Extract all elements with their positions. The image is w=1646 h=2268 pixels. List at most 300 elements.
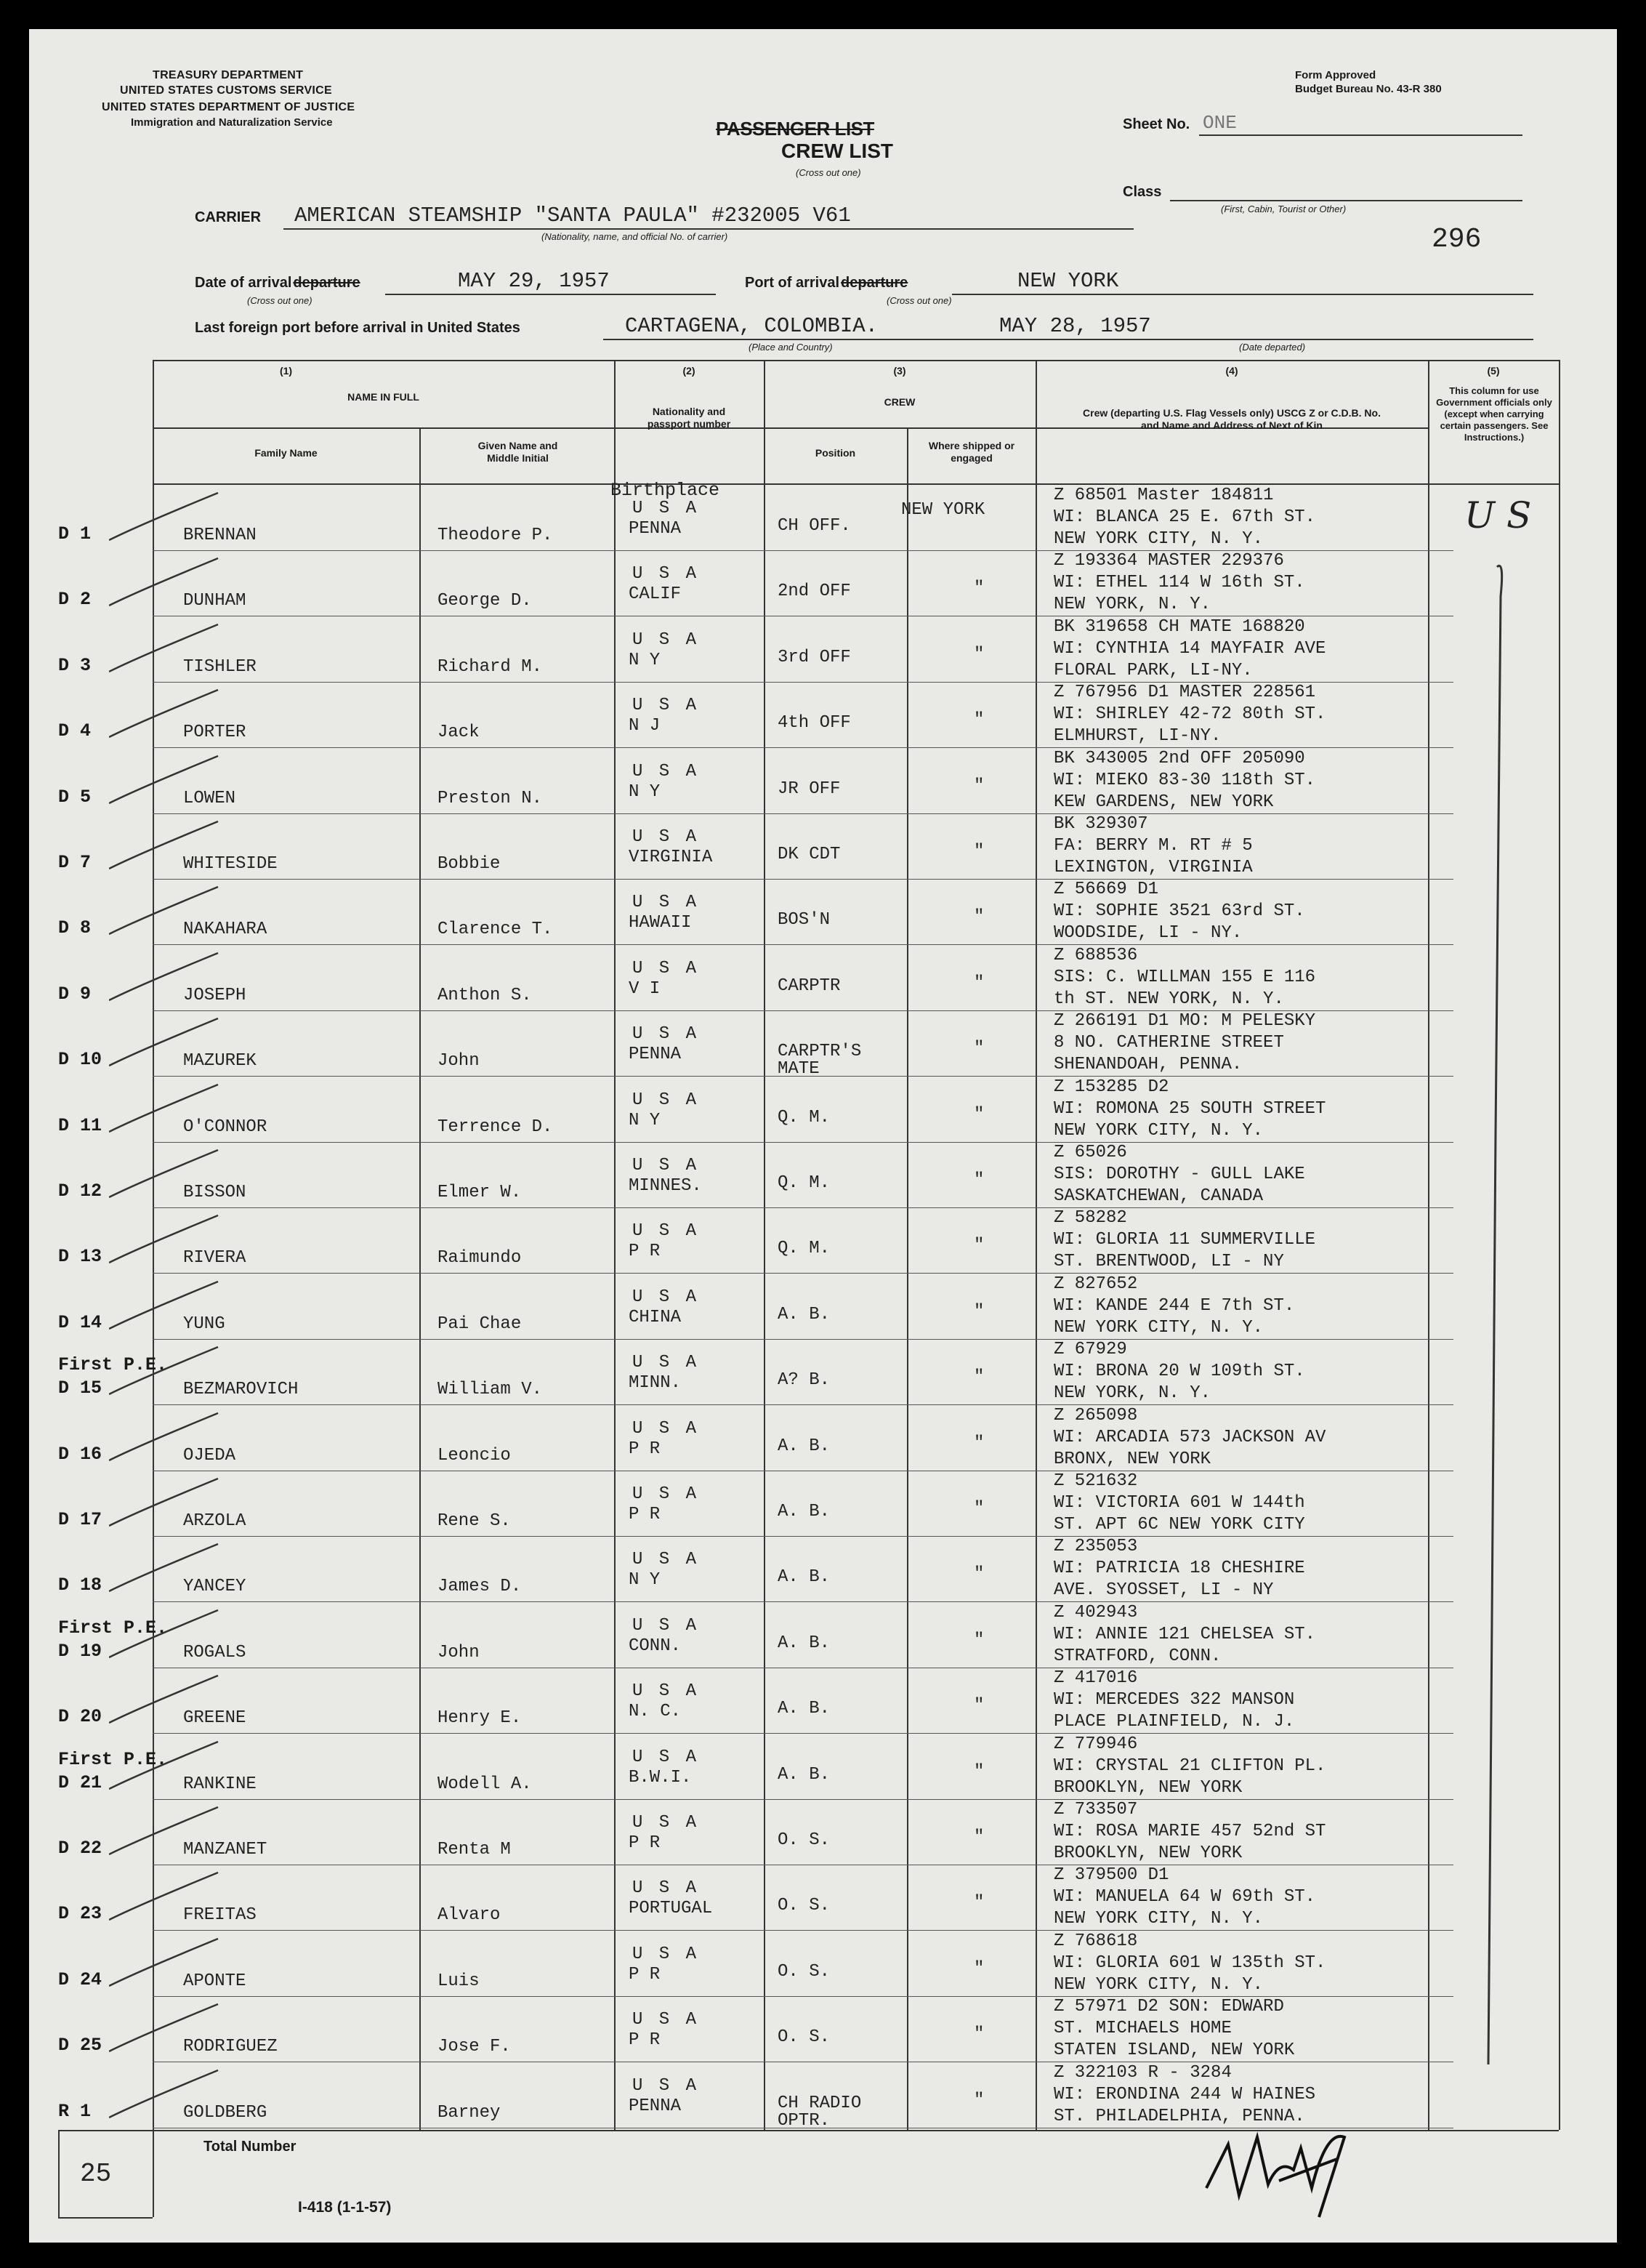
where-shipped: " (974, 579, 985, 599)
kin-line-1: Z 733507 (1054, 1800, 1138, 1819)
kin-line-3: ST. BRENTWOOD, LI - NY (1054, 1252, 1284, 1272)
row-mark: D 16 (58, 1443, 102, 1465)
kin-line-3: ELMHURST, LI-NY. (1054, 726, 1222, 747)
table-row (29, 1668, 1617, 1734)
kin-line-2: ST. MICHAELS HOME (1054, 2019, 1232, 2039)
birthplace: CHINA (629, 1307, 682, 1327)
position-2: OPTR. (778, 2110, 831, 2131)
position: A? B. (778, 1370, 831, 1391)
kin-line-3: NEW YORK, N. Y. (1054, 1383, 1211, 1404)
nationality: U S A (632, 1484, 700, 1504)
family-name: WHITESIDE (183, 854, 278, 874)
kin-line-3: NEW YORK, N. Y. (1054, 595, 1211, 615)
form-number: I-418 (1-1-57) (298, 2199, 392, 2216)
row-mark: D 23 (58, 1903, 102, 1925)
check-mark-icon (109, 880, 225, 945)
kin-line-3: BRONX, NEW YORK (1054, 1449, 1211, 1469)
class-caption: (First, Cabin, Tourist or Other) (1221, 204, 1347, 214)
check-mark-icon (109, 683, 225, 748)
kin-line-2: SIS: C. WILLMAN 155 E 116 (1054, 967, 1316, 987)
row-mark: D 21 (58, 1772, 102, 1793)
given-name: Rene S. (437, 1511, 511, 1531)
kin-line-3: PLACE PLAINFIELD, N. J. (1054, 1712, 1295, 1732)
crew-list-title: CREW LIST (781, 140, 893, 162)
table-row (29, 1274, 1617, 1340)
last-port-caption: (Place and Country) (749, 342, 833, 353)
nationality: U S A (632, 1550, 700, 1570)
position: JR OFF (778, 779, 841, 799)
check-mark-icon (109, 749, 225, 814)
nationality: U S A (632, 564, 700, 584)
port-caption: (Cross out one) (887, 295, 952, 306)
birthplace: CALIF (629, 584, 682, 605)
nationality: U S A (632, 1681, 700, 1702)
col1-number: (1) (279, 365, 293, 377)
position: A. B. (778, 1764, 831, 1785)
kin-line-2: WI: PATRICIA 18 CHESHIRE (1054, 1559, 1305, 1579)
table-row (29, 1143, 1617, 1208)
kin-line-1: Z 67929 (1054, 1340, 1127, 1360)
birthplace: P R (629, 1505, 661, 1524)
where-shipped: " (974, 1958, 985, 1979)
kin-line-3: th ST. NEW YORK, N. Y. (1054, 989, 1284, 1009)
position: A. B. (778, 1304, 831, 1324)
nationality: U S A (632, 1747, 700, 1767)
kin-line-1: Z 235053 (1054, 1537, 1138, 1557)
kin-line-2: SIS: DOROTHY - GULL LAKE (1054, 1165, 1305, 1184)
given-name: Elmer W. (437, 1183, 522, 1202)
kin-line-1: Z 193364 MASTER 229376 (1054, 551, 1284, 571)
family-name: FREITAS (183, 1905, 257, 1926)
kin-line-1: BK 329307 (1054, 814, 1148, 834)
given-name: Jose F. (437, 2037, 511, 2057)
kin-line-1: Z 379500 D1 (1054, 1865, 1169, 1886)
birthplace: VIRGINIA (629, 848, 713, 867)
given-name: Anthon S. (437, 985, 532, 1005)
carrier-label: CARRIER (195, 209, 262, 225)
position: A. B. (778, 1436, 831, 1456)
position: A. B. (778, 1699, 831, 1719)
given-name: John (437, 1642, 480, 1662)
row-mark: D 9 (58, 983, 92, 1005)
kin-line-1: Z 56669 D1 (1054, 880, 1159, 900)
row-mark: D 12 (58, 1181, 102, 1202)
kin-line-2: WI: CYNTHIA 14 MAYFAIR AVE (1054, 638, 1326, 659)
row-mark: D 4 (58, 720, 92, 742)
where-shipped: " (974, 1367, 985, 1388)
position: 3rd OFF (778, 647, 851, 667)
col-family-name: Family Name (254, 447, 318, 459)
table-row (29, 551, 1617, 616)
birthplace: B.W.I. (629, 1767, 692, 1788)
col2-number: (2) (682, 365, 695, 377)
table-row (29, 814, 1617, 880)
table-row (29, 1208, 1617, 1274)
where-shipped: " (974, 1039, 985, 1059)
kin-line-2: WI: KANDE 244 E 7th ST. (1054, 1295, 1295, 1316)
kin-line-2: WI: MIEKO 83-30 118th ST. (1054, 770, 1316, 790)
where-shipped: " (974, 973, 985, 993)
table-row (29, 880, 1617, 945)
nationality: U S A (632, 1090, 700, 1110)
col-position: Position (815, 447, 856, 459)
given-name: Barney (437, 2102, 501, 2123)
crew-list-sheet (29, 29, 1617, 2243)
kin-line-3: SASKATCHEWAN, CANADA (1054, 1186, 1264, 1206)
family-name: ROGALS (183, 1642, 246, 1662)
given-name: Theodore P. (437, 526, 553, 545)
kin-line-1: Z 417016 (1054, 1668, 1138, 1689)
check-mark-icon (109, 1208, 225, 1274)
kin-line-2: WI: ETHEL 114 W 16th ST. (1054, 573, 1305, 593)
table-row (29, 1077, 1617, 1143)
position: BOS'N (778, 910, 831, 930)
position: O. S. (778, 1961, 831, 1982)
nationality: U S A (632, 696, 700, 716)
check-mark-icon (109, 1143, 225, 1208)
where-shipped: " (974, 1499, 985, 1519)
where-shipped: NEW YORK (901, 500, 985, 520)
birthplace: P R (629, 1242, 661, 1262)
check-mark-icon (109, 1603, 225, 1668)
position: O. S. (778, 1830, 831, 1850)
family-name: GREENE (183, 1708, 246, 1729)
table-row (29, 1537, 1617, 1602)
kin-line-3: NEW YORK CITY, N. Y. (1054, 1317, 1264, 1338)
given-name: Luis (437, 1971, 480, 1991)
position: 4th OFF (778, 713, 851, 733)
family-name: APONTE (183, 1971, 246, 1991)
where-shipped: " (974, 710, 985, 731)
port-of-arrival-label: Port of arrival departure (745, 275, 908, 291)
given-name: William V. (437, 1380, 543, 1400)
row-note: First P.E. (58, 1617, 168, 1638)
row-mark: D 7 (58, 852, 92, 873)
kin-line-1: Z 768618 (1054, 1931, 1138, 1951)
kin-line-1: Z 827652 (1054, 1274, 1138, 1294)
position: A. B. (778, 1633, 831, 1653)
family-name: RIVERA (183, 1248, 246, 1268)
kin-line-3: SHENANDOAH, PENNA. (1054, 1055, 1243, 1075)
kin-line-2: WI: MERCEDES 322 MANSON (1054, 1690, 1295, 1710)
family-name: TISHLER (183, 656, 257, 677)
nationality: U S A (632, 1221, 700, 1242)
birthplace: P R (629, 1439, 661, 1459)
where-shipped: " (974, 1893, 985, 1913)
check-mark-icon (109, 814, 225, 880)
position: CH RADIO (778, 2093, 862, 2113)
family-name: RANKINE (183, 1774, 257, 1794)
family-name: MAZUREK (183, 1051, 257, 1071)
position: A. B. (778, 1502, 831, 1521)
col-given-name: Given Name and Middle Initial (477, 440, 558, 464)
kin-line-3: NEW YORK CITY, N. Y. (1054, 1974, 1264, 1995)
row-mark: D 3 (58, 654, 92, 676)
kin-line-3: ST. APT 6C NEW YORK CITY (1054, 1515, 1305, 1535)
kin-line-3: KEW GARDENS, NEW YORK (1054, 792, 1274, 812)
date-caption: (Cross out one) (247, 295, 312, 306)
row-mark: D 2 (58, 589, 92, 611)
kin-line-2: WI: ERONDINA 244 W HAINES (1054, 2084, 1316, 2104)
kin-line-3: BROOKLYN, NEW YORK (1054, 1843, 1243, 1863)
table-row (29, 1931, 1617, 1997)
birthplace: N Y (629, 650, 661, 670)
table-row (29, 1603, 1617, 1668)
position: O. S. (778, 1896, 831, 1916)
family-name: O'CONNOR (183, 1117, 267, 1137)
nationality: U S A (632, 630, 700, 650)
where-shipped: " (974, 776, 985, 796)
where-shipped: " (974, 1433, 985, 1453)
check-mark-icon (109, 1340, 225, 1405)
position-2: MATE (778, 1059, 820, 1079)
row-mark: D 20 (58, 1706, 102, 1728)
date-of-arrival-value: MAY 29, 1957 (458, 269, 610, 293)
row-mark: D 15 (58, 1378, 102, 1399)
col4-title: Crew (departing U.S. Flag Vessels only) USCG Z or C.D.B. No. and Name and Address of Next of Kin (1083, 407, 1381, 431)
kin-line-2: WI: CRYSTAL 21 CLIFTON PL. (1054, 1756, 1326, 1776)
table-row (29, 486, 1617, 551)
kin-line-1: Z 265098 (1054, 1405, 1138, 1425)
row-mark: D 25 (58, 2035, 102, 2056)
table-row (29, 1800, 1617, 1865)
birthplace: CONN. (629, 1636, 682, 1656)
kin-line-2: WI: ANNIE 121 CHELSEA ST. (1054, 1624, 1316, 1644)
family-name: NAKAHARA (183, 920, 267, 940)
given-name: Henry E. (437, 1708, 522, 1729)
kin-line-2: WI: GLORIA 11 SUMMERVILLE (1054, 1230, 1316, 1250)
where-shipped: " (974, 1564, 985, 1585)
kin-line-1: Z 65026 (1054, 1143, 1127, 1162)
family-name: GOLDBERG (183, 2102, 267, 2123)
position: A. B. (778, 1567, 831, 1588)
kin-line-3: WOODSIDE, LI - NY. (1054, 923, 1243, 944)
check-mark-icon (109, 946, 225, 1011)
nationality: U S A (632, 1418, 700, 1439)
kin-line-3: NEW YORK CITY, N. Y. (1054, 1909, 1264, 1929)
birthplace: PENNA (629, 519, 682, 539)
family-name: RODRIGUEZ (183, 2037, 278, 2057)
table-row (29, 1471, 1617, 1537)
family-name: YANCEY (183, 1577, 246, 1597)
family-name: MANZANET (183, 1840, 267, 1859)
row-mark: D 11 (58, 1114, 102, 1136)
kin-line-2: WI: SHIRLEY 42-72 80th ST. (1054, 704, 1326, 725)
given-name: Clarence T. (437, 920, 553, 940)
kin-line-3: STRATFORD, CONN. (1054, 1646, 1222, 1666)
col5-handwritten-mark: U S (1464, 494, 1532, 536)
nationality: U S A (632, 1353, 700, 1373)
kin-line-1: Z 57971 D2 SON: EDWARD (1054, 1997, 1284, 2017)
where-shipped: " (974, 1104, 985, 1125)
col1-title: NAME IN FULL (347, 391, 419, 403)
birthplace: N J (629, 716, 661, 736)
where-shipped: " (974, 644, 985, 664)
birthplace: N. C. (629, 1702, 682, 1722)
birthplace: MINN. (629, 1373, 682, 1394)
nationality: U S A (632, 1024, 700, 1045)
position: DK CDT (778, 845, 841, 864)
where-shipped: " (974, 1630, 985, 1650)
birthplace: N Y (629, 1570, 661, 1591)
sheet-label: Sheet No. (1123, 116, 1190, 132)
row-mark: D 14 (58, 1311, 102, 1333)
kin-line-1: Z 688536 (1054, 945, 1138, 965)
port-of-arrival-value: NEW YORK (1017, 269, 1119, 293)
kin-line-3: NEW YORK CITY, N. Y. (1054, 1120, 1264, 1141)
col5-number: (5) (1487, 365, 1500, 377)
kin-line-2: 8 NO. CATHERINE STREET (1054, 1033, 1284, 1053)
form-approved: Form Approved (1295, 69, 1376, 81)
check-mark-icon (109, 1077, 225, 1143)
given-name: Bobbie (437, 854, 501, 874)
birthplace: P R (629, 1964, 661, 1984)
family-name: DUNHAM (183, 591, 246, 611)
nationality: U S A (632, 1878, 700, 1899)
nationality: U S A (632, 499, 700, 518)
family-name: ARZOLA (183, 1511, 246, 1531)
kin-line-3: ST. PHILADELPHIA, PENNA. (1054, 2106, 1305, 2126)
date-of-arrival-label: Date of arrival departure (195, 275, 360, 291)
nationality: U S A (632, 827, 700, 847)
kin-line-1: BK 343005 2nd OFF 205090 (1054, 748, 1305, 768)
birthplace: PENNA (629, 1045, 682, 1065)
where-shipped: " (974, 1827, 985, 1847)
table-row (29, 749, 1617, 814)
check-mark-icon (109, 617, 225, 683)
kin-line-1: Z 402943 (1054, 1602, 1138, 1622)
check-mark-icon (109, 1537, 225, 1602)
class-label: Class (1123, 184, 1162, 200)
row-mark: D 24 (58, 1969, 102, 1990)
family-name: PORTER (183, 723, 246, 743)
given-name: John (437, 1051, 480, 1071)
kin-line-2: WI: ROSA MARIE 457 52nd ST (1054, 1822, 1326, 1841)
given-name: Jack (437, 723, 480, 743)
customs-service: UNITED STATES CUSTOMS SERVICE (120, 84, 332, 97)
birthplace-note: Birthplace (610, 480, 720, 501)
position: O. S. (778, 2027, 831, 2048)
date-departed-value: MAY 28, 1957 (999, 314, 1151, 338)
nationality: U S A (632, 761, 700, 781)
kin-line-1: BK 319658 CH MATE 168820 (1054, 616, 1305, 637)
check-mark-icon (109, 1471, 225, 1537)
table-row (29, 1734, 1617, 1800)
table-row (29, 1997, 1617, 2062)
birthplace: PENNA (629, 2096, 682, 2116)
kin-line-2: WI: BLANCA 25 E. 67th ST. (1054, 507, 1316, 527)
kin-line-2: WI: MANUELA 64 W 69th ST. (1054, 1887, 1316, 1907)
where-shipped: " (974, 1761, 985, 1782)
kin-line-3: STATEN ISLAND, NEW YORK (1054, 2040, 1295, 2061)
nationality: U S A (632, 893, 700, 913)
kin-line-1: Z 767956 D1 MASTER 228561 (1054, 683, 1316, 703)
table-row (29, 1011, 1617, 1077)
nationality: U S A (632, 1813, 700, 1833)
family-name: YUNG (183, 1314, 225, 1334)
given-name: Preston N. (437, 788, 543, 808)
title-caption: (Cross out one) (796, 167, 861, 178)
position: Q. M. (778, 1239, 831, 1259)
last-port-value: CARTAGENA, COLOMBIA. (625, 314, 879, 338)
where-shipped: " (974, 1301, 985, 1322)
signature-icon (1192, 2115, 1381, 2224)
table-row (29, 1340, 1617, 1405)
kin-line-2: WI: VICTORIA 601 W 144th (1054, 1493, 1305, 1513)
nationality: U S A (632, 2010, 700, 2030)
given-name: Terrence D. (437, 1117, 553, 1137)
given-name: Leoncio (437, 1445, 511, 1465)
kin-line-2: WI: ARCADIA 573 JACKSON AV (1054, 1427, 1326, 1447)
birthplace: N Y (629, 1110, 661, 1130)
birthplace: P R (629, 1833, 661, 1853)
check-mark-icon (109, 1406, 225, 1471)
kin-line-1: Z 521632 (1054, 1471, 1138, 1491)
col-where-shipped: Where shipped or engaged (928, 440, 1015, 464)
row-mark: D 5 (58, 786, 92, 808)
row-mark: D 18 (58, 1575, 102, 1596)
nationality: U S A (632, 2075, 700, 2096)
where-shipped: " (974, 842, 985, 861)
given-name: James D. (437, 1577, 522, 1597)
where-shipped: " (974, 2024, 985, 2045)
total-number-label: Total Number (203, 2139, 296, 2155)
given-name: Alvaro (437, 1905, 501, 1926)
check-mark-icon (109, 551, 225, 616)
family-name: LOWEN (183, 788, 236, 808)
where-shipped: " (974, 2090, 985, 2110)
row-mark: D 1 (58, 523, 92, 544)
last-port-label: Last foreign port before arrival in United States (195, 320, 520, 336)
family-name: OJEDA (183, 1445, 236, 1465)
given-name: Raimundo (437, 1248, 522, 1268)
check-mark-icon (109, 1011, 225, 1077)
table-row (29, 1865, 1617, 1931)
row-note: First P.E. (58, 1354, 168, 1376)
nationality: U S A (632, 1287, 700, 1307)
kin-line-1: Z 153285 D2 (1054, 1077, 1169, 1097)
kin-line-3: FLORAL PARK, LI-NY. (1054, 660, 1253, 680)
immigration-service: Immigration and Naturalization Service (131, 116, 333, 129)
total-number-value: 25 (80, 2159, 112, 2189)
department-of-justice: UNITED STATES DEPARTMENT OF JUSTICE (102, 101, 355, 113)
given-name: Pai Chae (437, 1314, 522, 1334)
kin-line-3: NEW YORK CITY, N. Y. (1054, 529, 1264, 549)
col4-number: (4) (1225, 365, 1238, 377)
kin-line-3: LEXINGTON, VIRGINIA (1054, 858, 1253, 877)
row-mark: D 19 (58, 1640, 102, 1662)
passenger-list-title: PASSENGER LIST (716, 118, 874, 140)
birthplace: HAWAII (629, 913, 692, 933)
position: 2nd OFF (778, 582, 851, 602)
col2-title: Nationality and passport number (647, 406, 731, 430)
nationality: U S A (632, 958, 700, 978)
row-mark: D 10 (58, 1049, 102, 1071)
row-note: First P.E. (58, 1748, 168, 1770)
kin-line-3: AVE. SYOSSET, LI - NY (1054, 1580, 1274, 1601)
kin-line-2: WI: GLORIA 601 W 135th ST. (1054, 1953, 1326, 1973)
check-mark-icon (109, 2063, 225, 2128)
family-name: JOSEPH (183, 985, 246, 1005)
where-shipped: " (974, 1170, 985, 1190)
carrier-value: AMERICAN STEAMSHIP "SANTA PAULA" #232005 V61 (294, 204, 851, 228)
position: CARPTR (778, 976, 841, 996)
kin-line-1: Z 322103 R - 3284 (1054, 2062, 1232, 2083)
where-shipped: " (974, 1696, 985, 1716)
table-row (29, 683, 1617, 748)
check-mark-icon (109, 1800, 225, 1865)
birthplace: PORTUGAL (629, 1899, 713, 1919)
